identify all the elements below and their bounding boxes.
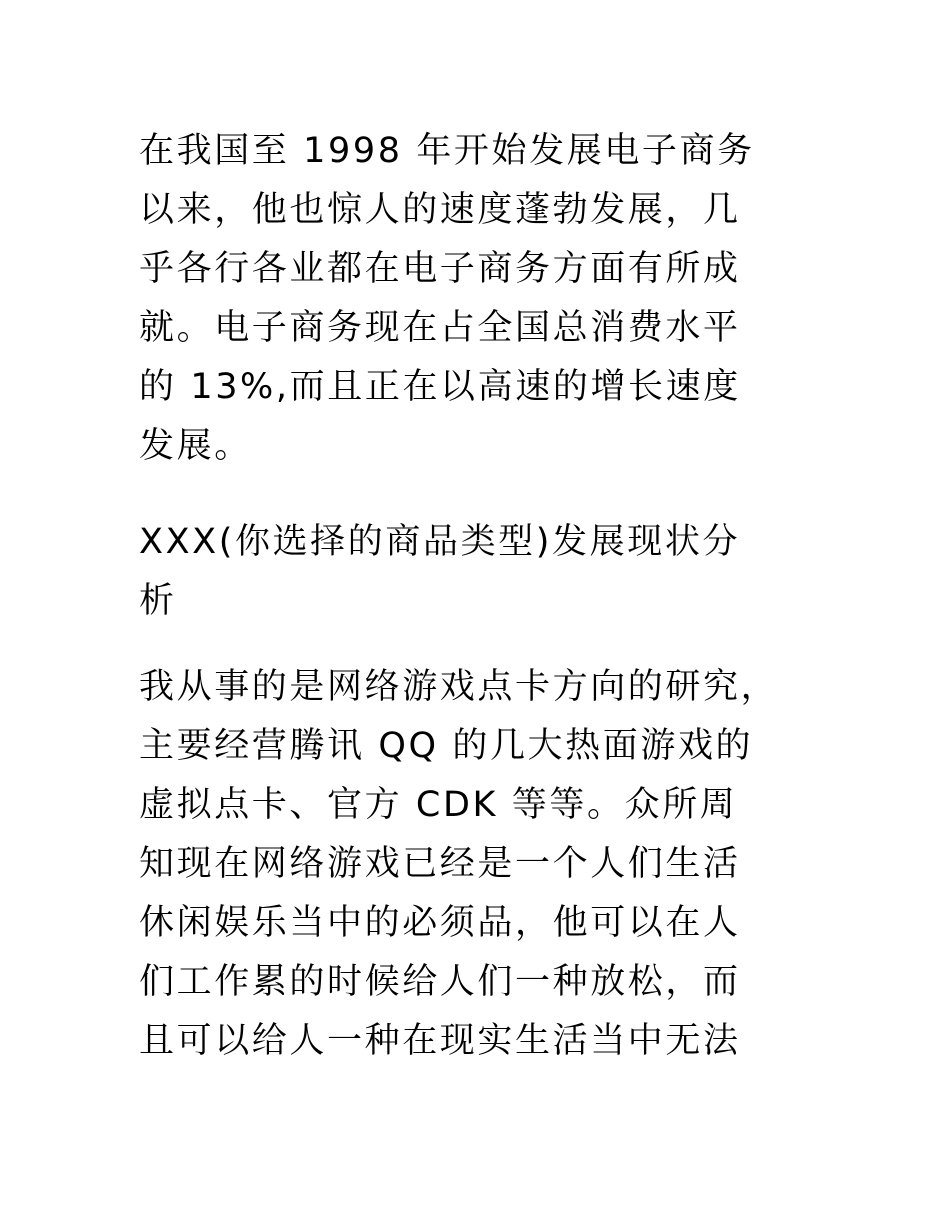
text-line: 知现在网络游戏已经是一个人们生活 <box>139 844 741 884</box>
text-line: 在我国至 1998 年开始发展电子商务 <box>139 131 755 171</box>
text-line: 休闲娱乐当中的必须品，他可以在人 <box>139 903 741 943</box>
paragraph-ecommerce-development <box>139 122 755 476</box>
text-line: 就。电子商务现在占全国总消费水平 <box>139 308 741 348</box>
text-line: 乎各行各业都在电子商务方面有所成 <box>139 249 741 289</box>
text-line: 发展。 <box>139 426 252 466</box>
heading-line: 析 <box>139 581 177 621</box>
text-line: 的 13%,而且正在以高速的增长速度 <box>139 367 741 407</box>
text-line: 以来，他也惊人的速度蓬勃发展，几 <box>139 190 741 230</box>
text-line: 主要经营腾讯 QQ 的几大热面游戏的 <box>139 726 754 766</box>
text-line: 我从事的是网络游戏点卡方向的研究， <box>139 667 779 707</box>
text-line: 且可以给人一种在现实生活当中无法 <box>139 1021 741 1061</box>
text-line: 虚拟点卡、官方 CDK 等等。众所周 <box>139 785 738 825</box>
heading-line: XXX(你选择的商品类型)发展现状分 <box>139 522 741 562</box>
section-heading <box>139 513 740 631</box>
paragraph-game-card-research <box>139 658 778 1071</box>
text-line: 们工作累的时候给人们一种放松，而 <box>139 962 741 1002</box>
